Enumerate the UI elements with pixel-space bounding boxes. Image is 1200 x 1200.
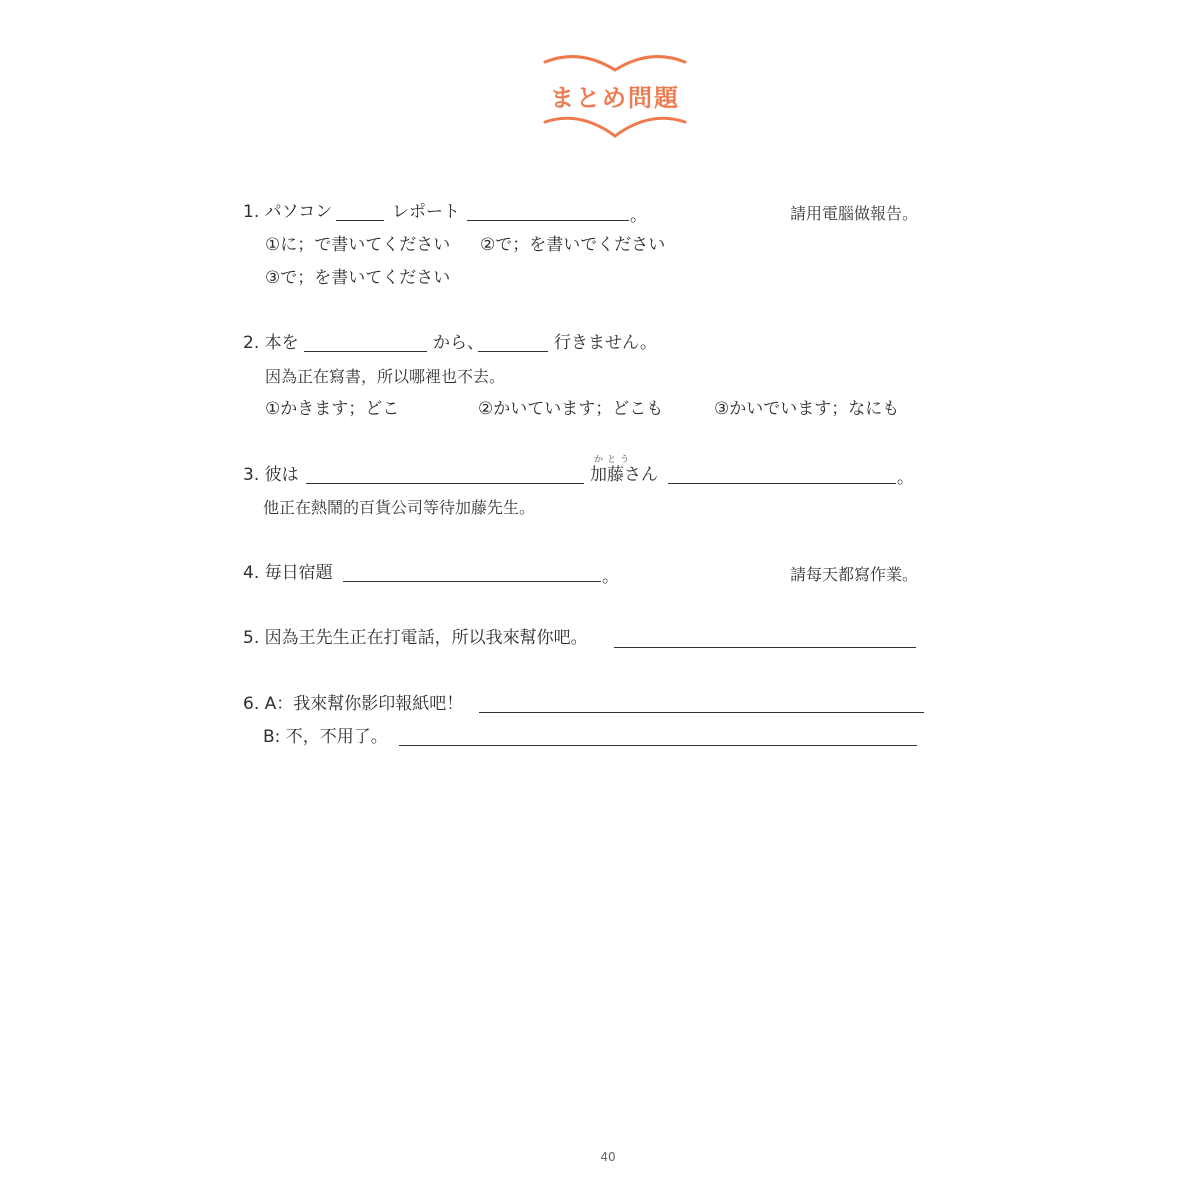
q3-translation: 他正在熱鬧的百貨公司等待加藤先生。 [263,498,536,517]
q6-blank-a[interactable] [479,712,924,713]
q3-middle: 加藤さん [590,465,658,485]
q1-middle: レポート [392,202,460,222]
q3-blank-1[interactable] [306,483,584,484]
page-title: まとめ問題 [550,84,680,112]
q4-translation: 請每天都寫作業。 [790,565,919,584]
q2-blank-2[interactable] [478,351,548,352]
q2-prefix: 2. 本を [243,333,299,353]
q2-option-1: ①かきます；どこ [265,399,400,419]
q2-blank-1[interactable] [304,351,427,352]
q3-ruby: かとう [594,455,634,465]
q2-end: 行きません。 [554,333,658,353]
q1-end: 。 [630,206,647,226]
q2-option-3: ③かいでいます；なにも [714,399,900,419]
q1-option-1: ①に；で書いてください [265,235,451,255]
q4-blank-1[interactable] [343,581,601,582]
q1-blank-2[interactable] [467,220,629,221]
q2-option-2: ②かいています；どこも [478,399,664,419]
page-number: 40 [600,1150,616,1164]
q4-end: 。 [602,567,619,587]
q1-option-3: ③で；を書いてください [265,268,451,288]
q5-prefix: 5. 因為王先生正在打電話，所以我來幫你吧。 [243,628,588,648]
q5-blank-1[interactable] [614,647,916,648]
q6-blank-b[interactable] [399,745,917,746]
title-banner [540,48,690,143]
q3-blank-2[interactable] [668,483,896,484]
q1-option-2: ②で；を書いでください [480,235,666,255]
q6-line-a: 6. A：我來幫你影印報紙吧！ [243,694,464,714]
q1-blank-1[interactable] [336,220,384,221]
q6-line-b: B: 不，不用了。 [263,727,388,747]
q1-translation: 請用電腦做報告。 [790,204,919,223]
q3-end: 。 [897,468,914,488]
q3-prefix: 3. 彼は [243,465,299,485]
q2-middle: から、 [433,333,484,353]
q2-translation: 因為正在寫書，所以哪裡也不去。 [265,367,506,386]
q4-prefix: 4. 毎日宿題 [243,563,333,583]
q1-prefix: 1. パソコン [243,202,333,222]
